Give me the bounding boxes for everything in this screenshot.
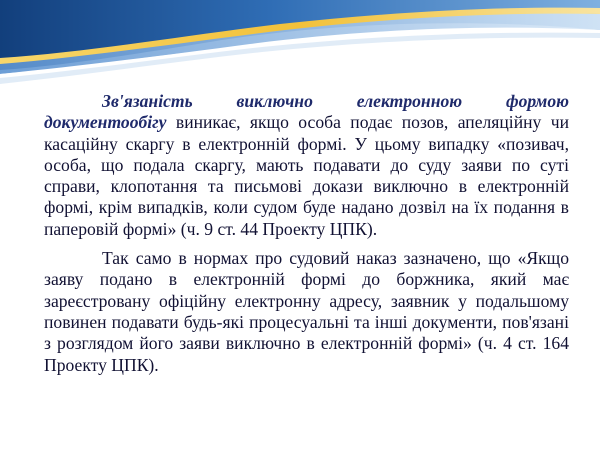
- emphasis-term: Зв'язаність виключно електронною формою документообігу: [44, 91, 569, 133]
- paragraph-1-body: виникає, якщо особа подає позов, апеляційну чи касаційну скаргу в електронній формі. У цьому випадку «позивач, особа, що подала скаргу, мають подавати до суду заяви по суті справи, клопотання та письмові докази виключно в електронній формі, крім випадків, коли судом буде надано дозвіл на їх подання в паперовій формі» (ч. 9 ст. 44 Проекту ЦПК).: [44, 112, 569, 239]
- paragraph-2: [44, 248, 569, 376]
- paragraph-1: [44, 91, 569, 240]
- paragraph-2-body: Так само в нормах про судовий наказ зазначено, що «Якщо заяву подано в електронній формі до боржника, який має зареєстровану офіційну електронну адресу, заявник у подальшому повинен подавати будь-які процесуальні та інші документи, пов'язані з розглядом його заяви виключно в електронній формі» (ч. 4 ст. 164 Проекту ЦПК).: [44, 248, 569, 375]
- header-wave-decoration: [0, 0, 600, 100]
- slide-text-body: [44, 91, 569, 384]
